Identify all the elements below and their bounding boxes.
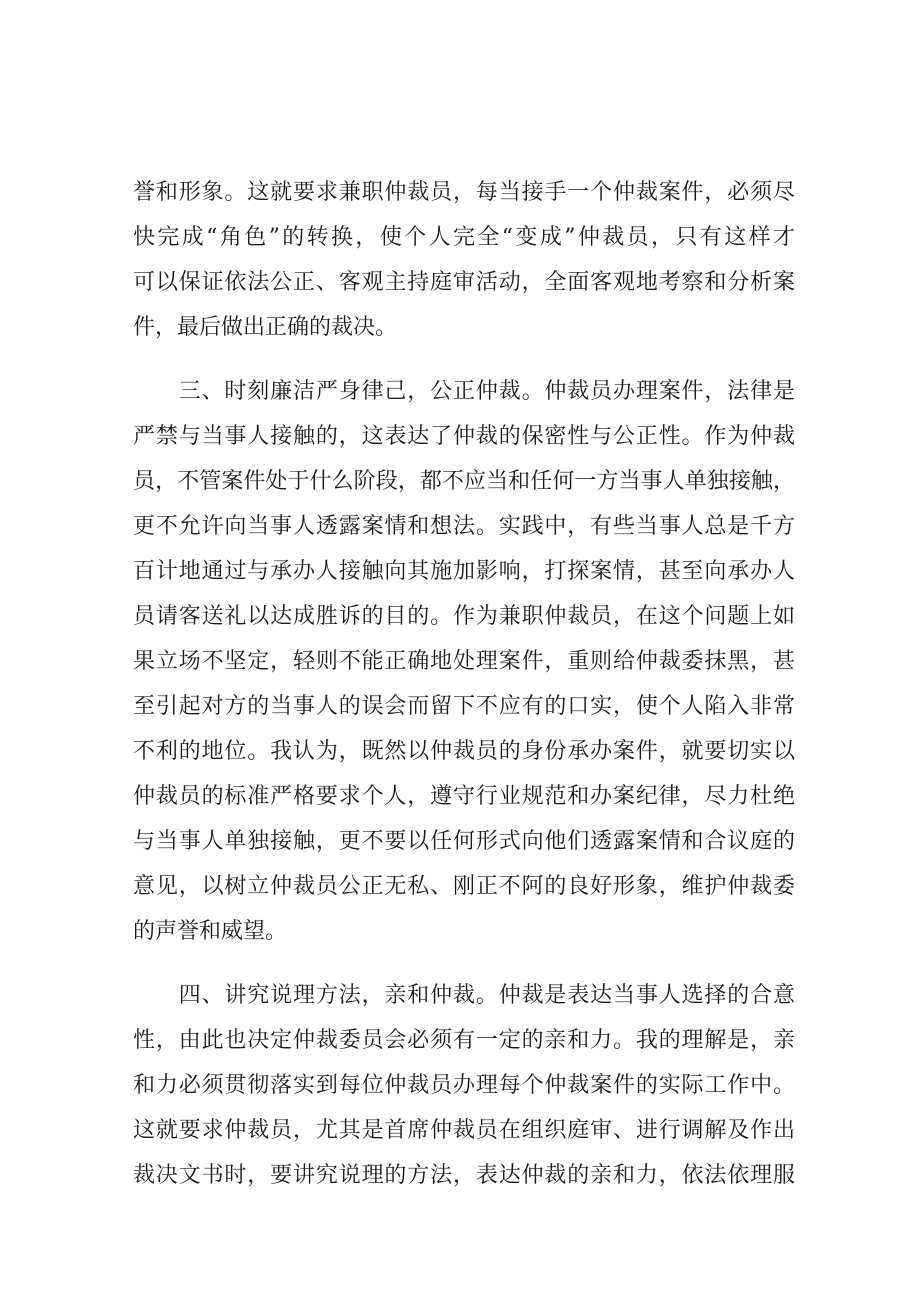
text-line: 员请客送礼以达成胜诉的目的。作为兼职仲裁员，在这个问题上如: [133, 604, 795, 629]
text-line: 件，最后做出正确的裁决。: [133, 315, 398, 340]
text-line: 意见，以树立仲裁员公正无私、刚正不阿的良好形象，维护仲裁委: [133, 874, 795, 899]
text-line: 严禁与当事人接触的，这表达了仲裁的保密性与公正性。作为仲裁: [133, 424, 795, 449]
text-line: 四、讲究说理方法，亲和仲裁。仲裁是表达当事人选择的合意: [133, 983, 795, 1008]
text-line: 这就要求仲裁员，尤其是首席仲裁员在组织庭审、进行调解及作出: [133, 1118, 795, 1143]
paragraph-3: [133, 973, 795, 1198]
paragraph-2: [133, 369, 795, 954]
text-line: 性，由此也决定仲裁委员会必须有一定的亲和力。我的理解是，亲: [133, 1028, 795, 1053]
text-line: 和力必须贯彻落实到每位仲裁员办理每个仲裁案件的实际工作中。: [133, 1073, 795, 1098]
text-line: 裁决文书时，要讲究说理的方法，表达仲裁的亲和力，依法依理服: [133, 1163, 795, 1188]
text-line: 三、时刻廉洁严身律己，公正仲裁。仲裁员办理案件，法律是: [133, 379, 795, 404]
text-line: 百计地通过与承办人接触向其施加影响，打探案情，甚至向承办人: [133, 559, 795, 584]
text-line: 至引起对方的当事人的误会而留下不应有的口实，使个人陷入非常: [133, 694, 795, 719]
text-line: 快完成“角色”的转换，使个人完全“变成”仲裁员，只有这样才: [133, 225, 795, 250]
text-line: 不利的地位。我认为，既然以仲裁员的身份承办案件，就要切实以: [133, 739, 795, 764]
text-line: 的声誉和威望。: [133, 919, 288, 944]
paragraph-1: [133, 170, 795, 350]
text-line: 与当事人单独接触，更不要以任何形式向他们透露案情和合议庭的: [133, 829, 795, 854]
text-line: 果立场不坚定，轻则不能正确地处理案件，重则给仲裁委抹黑，甚: [133, 649, 795, 674]
text-line: 员，不管案件处于什么阶段，都不应当和任何一方当事人单独接触，: [133, 469, 795, 494]
text-line: 可以保证依法公正、客观主持庭审活动，全面客观地考察和分析案: [133, 270, 795, 295]
document-body: [133, 170, 795, 1217]
text-line: 仲裁员的标准严格要求个人，遵守行业规范和办案纪律，尽力杜绝: [133, 784, 795, 809]
text-line: 更不允许向当事人透露案情和想法。实践中，有些当事人总是千方: [133, 514, 795, 539]
text-line: 誉和形象。这就要求兼职仲裁员，每当接手一个仲裁案件，必须尽: [133, 180, 795, 205]
